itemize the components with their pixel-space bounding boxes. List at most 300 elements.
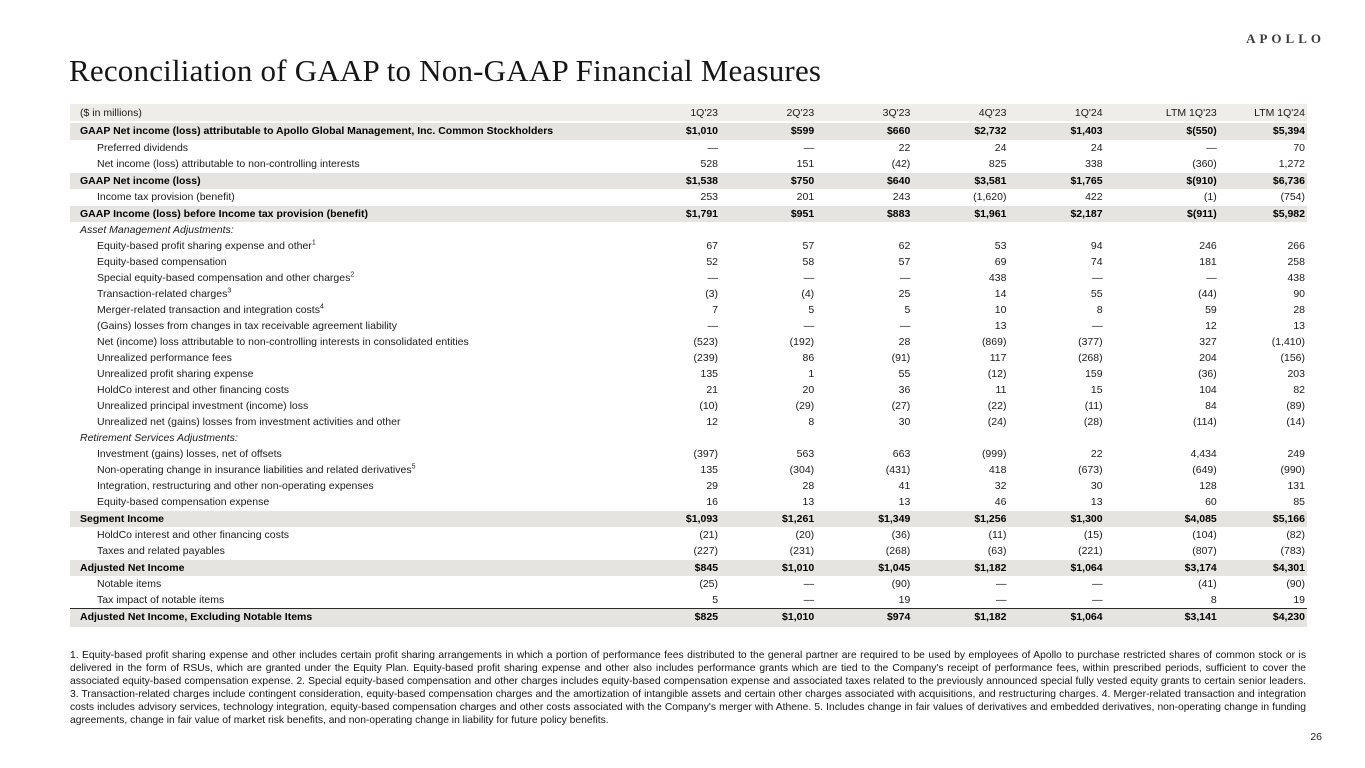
value-cell — [1219, 223, 1307, 239]
value-cell: $1,010 — [624, 122, 720, 141]
value-cell: (22) — [987, 400, 1007, 412]
value-cell: 8 — [808, 416, 815, 428]
row-label: Net income (loss) attributable to non-controlling interests — [97, 157, 360, 170]
row-label: Equity-based compensation expense — [97, 495, 270, 508]
value-cell: $1,961 — [912, 206, 1008, 223]
value-cell — [1105, 223, 1219, 239]
value-cell: 12 — [706, 416, 719, 428]
value-cell: (90) — [1286, 578, 1305, 591]
row-label: Preferred dividends — [97, 142, 189, 155]
page-title: Reconciliation of GAAP to Non-GAAP Financial Measures — [69, 53, 822, 88]
value-cell: (431) — [885, 464, 911, 476]
value-cell: 258 — [1287, 256, 1305, 268]
value-cell: (36) — [891, 529, 911, 542]
table-row — [70, 255, 1307, 271]
value-cell: — — [899, 320, 911, 332]
value-cell — [1219, 431, 1307, 447]
value-cell: $1,093 — [624, 511, 720, 528]
value-cell: 8 — [1210, 593, 1217, 606]
footnote-ref: 4 — [319, 303, 324, 311]
row-label: Tax impact of notable items — [97, 593, 225, 606]
value-cell: 422 — [1085, 191, 1103, 203]
value-cell: $883 — [816, 206, 912, 223]
value-cell: (268) — [1078, 352, 1103, 364]
value-cell: 24 — [994, 142, 1007, 155]
value-cell: $1,791 — [624, 206, 720, 223]
value-cell: $1,403 — [1008, 122, 1104, 141]
value-cell: — — [803, 593, 815, 606]
value-cell: 131 — [1287, 480, 1305, 492]
value-cell: (231) — [789, 544, 815, 557]
row-label: Equity-based profit sharing expense and other$^1$ — [97, 239, 316, 252]
value-cell: (754) — [1280, 191, 1305, 203]
value-cell: (227) — [693, 544, 719, 557]
table-row — [70, 431, 1307, 447]
value-cell: — — [707, 142, 719, 155]
table-row — [70, 609, 1307, 627]
apollo-logo: APOLLO — [1246, 31, 1325, 46]
value-cell: $845 — [624, 560, 720, 577]
value-cell — [1008, 431, 1104, 447]
value-cell: 85 — [1293, 495, 1305, 508]
value-cell: — — [1092, 272, 1103, 284]
value-cell: 338 — [1085, 157, 1103, 170]
value-cell: (304) — [789, 464, 815, 476]
row-label: Income tax provision (benefit) — [97, 191, 235, 203]
value-cell: 438 — [1287, 272, 1305, 284]
value-cell: 46 — [994, 495, 1007, 508]
row-label: Merger-related transaction and integration costs$^4$ — [97, 303, 324, 316]
value-cell: 36 — [898, 384, 911, 396]
value-cell: (36) — [1198, 368, 1217, 380]
value-cell: 29 — [706, 480, 719, 492]
table-row — [70, 511, 1307, 528]
footnote-ref: 5 — [411, 463, 416, 471]
unit-label: ($ in millions) — [70, 104, 624, 122]
table-row — [70, 383, 1307, 399]
value-cell: $4,230 — [1219, 609, 1307, 627]
value-cell: (11) — [988, 529, 1007, 542]
table-row — [70, 206, 1307, 223]
value-cell: $1,538 — [624, 173, 720, 190]
value-cell — [912, 223, 1008, 239]
row-label: Taxes and related payables — [97, 544, 225, 557]
financial-table — [70, 104, 1307, 627]
value-cell: 13 — [1293, 320, 1305, 332]
value-cell: 135 — [700, 464, 719, 476]
value-cell: 13 — [802, 495, 815, 508]
value-cell: 7 — [712, 304, 719, 316]
value-cell: (10) — [699, 400, 719, 412]
column-header: LTM 1Q'24 — [1219, 104, 1307, 122]
value-cell — [720, 431, 816, 447]
value-cell: 266 — [1287, 240, 1305, 252]
value-cell: (1,620) — [973, 191, 1007, 203]
column-header: 2Q'23 — [720, 104, 816, 122]
value-cell: 84 — [1205, 400, 1217, 412]
value-cell: 418 — [988, 464, 1007, 476]
value-cell: 67 — [706, 240, 719, 252]
value-cell: $2,187 — [1008, 206, 1104, 223]
value-cell: $640 — [816, 173, 912, 190]
value-cell: 438 — [988, 272, 1007, 284]
value-cell: 30 — [1090, 480, 1103, 492]
page-number: 26 — [1310, 731, 1322, 743]
value-cell: — — [995, 593, 1007, 606]
value-cell: 82 — [1293, 384, 1305, 396]
row-label: Asset Management Adjustments: — [80, 224, 234, 237]
value-cell: 13 — [1090, 495, 1103, 508]
value-cell: 12 — [1205, 320, 1217, 332]
value-cell: (11) — [1084, 400, 1103, 412]
value-cell: 151 — [796, 157, 815, 170]
value-cell: 4,434 — [1190, 448, 1217, 460]
row-label: Adjusted Net Income, Excluding Notable Items — [70, 609, 624, 627]
value-cell: $3,581 — [912, 173, 1008, 190]
value-cell: 10 — [994, 304, 1007, 316]
value-cell: (268) — [885, 544, 911, 557]
value-cell: 5 — [904, 304, 911, 316]
value-cell: 60 — [1205, 495, 1217, 508]
footnote-ref: 1 — [311, 239, 316, 247]
value-cell: $825 — [624, 609, 720, 627]
value-cell: $(550) — [1105, 122, 1219, 141]
value-cell: 52 — [706, 256, 719, 268]
value-cell: (999) — [981, 448, 1007, 460]
value-cell: — — [803, 578, 815, 591]
value-cell: 159 — [1085, 368, 1103, 380]
value-cell: $5,166 — [1219, 511, 1307, 528]
value-cell: (4) — [801, 288, 815, 300]
row-label: Unrealized performance fees — [97, 352, 232, 364]
value-cell: 25 — [898, 288, 911, 300]
value-cell: 70 — [1293, 142, 1305, 155]
value-cell: (24) — [987, 416, 1007, 428]
table-row — [70, 287, 1307, 303]
value-cell: (91) — [891, 352, 911, 364]
value-cell: (397) — [693, 448, 719, 460]
value-cell: 1,272 — [1278, 157, 1305, 170]
value-cell: (239) — [693, 352, 719, 364]
value-cell: (29) — [795, 400, 815, 412]
value-cell: — — [1092, 578, 1103, 591]
value-cell: $1,010 — [720, 609, 816, 627]
value-cell: (82) — [1286, 529, 1305, 542]
value-cell — [1105, 431, 1219, 447]
table-row — [70, 399, 1307, 415]
value-cell: (673) — [1078, 464, 1103, 476]
table-row — [70, 157, 1307, 173]
value-cell: $(911) — [1105, 206, 1219, 223]
value-cell: — — [803, 320, 815, 332]
value-cell: 1 — [808, 368, 815, 380]
value-cell: 41 — [898, 480, 911, 492]
value-cell: (27) — [891, 400, 911, 412]
value-cell: (12) — [987, 368, 1007, 380]
value-cell: (15) — [1083, 529, 1103, 542]
value-cell: (104) — [1192, 529, 1217, 542]
value-cell: — — [803, 142, 815, 155]
value-cell: 19 — [1293, 593, 1305, 606]
value-cell: (28) — [1083, 416, 1103, 428]
value-cell: 28 — [1293, 304, 1305, 316]
row-label: Segment Income — [70, 511, 624, 528]
table-row — [70, 447, 1307, 463]
value-cell: $1,349 — [816, 511, 912, 528]
value-cell: 57 — [802, 240, 815, 252]
value-cell: $1,300 — [1008, 511, 1104, 528]
value-cell: (523) — [693, 336, 719, 348]
value-cell: 53 — [994, 240, 1007, 252]
row-label: Adjusted Net Income — [70, 560, 624, 577]
value-cell: (649) — [1192, 464, 1217, 476]
value-cell: 825 — [988, 157, 1007, 170]
footnotes: 1. Equity-based profit sharing expense and other includes certain profit sharing arrangements in which a portion of performance fees distributed to the general partner are required to be used by employees of Apollo to purchase restricted shares of common stock or is delivered in the form of RSUs, which are granted under the Equity Plan. Equity-based profit sharing expense and other also includes performance grants which are tied to the Company's receipt of performance fees, within prescribed periods, sufficient to cover the associated equity-based compensation expense. 2. Special equity-based compensation and other charges includes equity-based compensation expense and associated taxes related to the previously announced special fully vested equity grants to certain senior leaders. 3. Transaction-related charges include contingent consideration, equity-based compensation charges and the amortization of intangible assets and certain other charges associated with acquisitions, and restructuring charges. 4. Merger-related transaction and integration costs includes advisory services, technology integration, equity-based compensation charges and other costs associated with the Company's merger with Athene. 5. Includes change in fair values of derivatives and embedded derivatives, non-operating change in funding agreements, change in fair value of market risk benefits, and non-operating change in liability for future policy benefits. — [70, 650, 1306, 726]
value-cell: (807) — [1192, 544, 1217, 557]
table-row — [70, 351, 1307, 367]
value-cell: (1) — [1203, 191, 1217, 203]
value-cell: 181 — [1199, 256, 1217, 268]
row-label: Unrealized profit sharing expense — [97, 368, 254, 380]
value-cell: 253 — [700, 191, 719, 203]
value-cell: 55 — [1090, 288, 1103, 300]
value-cell: (221) — [1078, 544, 1103, 557]
value-cell: $750 — [720, 173, 816, 190]
value-cell: $3,141 — [1105, 609, 1219, 627]
value-cell: 24 — [1090, 142, 1103, 155]
value-cell: 32 — [994, 480, 1007, 492]
value-cell: $1,064 — [1008, 609, 1104, 627]
value-cell: 11 — [995, 384, 1007, 396]
value-cell: $1,182 — [912, 560, 1008, 577]
row-label: GAAP Income (loss) before Income tax provision (benefit) — [70, 206, 624, 223]
value-cell — [816, 223, 912, 239]
value-cell: (783) — [1280, 544, 1305, 557]
value-cell — [624, 223, 720, 239]
value-cell: 243 — [892, 191, 911, 203]
value-cell: 14 — [994, 288, 1007, 300]
value-cell: 135 — [700, 368, 719, 380]
value-cell: (156) — [1280, 352, 1305, 364]
value-cell: — — [1206, 272, 1217, 284]
row-label: GAAP Net income (loss) attributable to Apollo Global Management, Inc. Common Stockholders — [70, 122, 624, 141]
value-cell: (89) — [1286, 400, 1305, 412]
value-cell: — — [1092, 593, 1103, 606]
value-cell: 16 — [706, 495, 719, 508]
value-cell: $660 — [816, 122, 912, 141]
value-cell: — — [995, 578, 1007, 591]
value-cell: (41) — [1198, 578, 1217, 591]
value-cell: 663 — [892, 448, 911, 460]
table-row — [70, 367, 1307, 383]
reconciliation-table — [70, 104, 1307, 627]
value-cell: $6,736 — [1219, 173, 1307, 190]
value-cell: 90 — [1293, 288, 1305, 300]
value-cell: 62 — [898, 240, 911, 252]
value-cell: $4,301 — [1219, 560, 1307, 577]
value-cell: 5 — [808, 304, 815, 316]
row-label: Investment (gains) losses, net of offsets — [97, 448, 282, 460]
row-label: HoldCo interest and other financing costs — [97, 384, 290, 396]
row-label: Unrealized net (gains) losses from investment activities and other — [97, 416, 401, 428]
row-label: GAAP Net income (loss) — [70, 173, 624, 190]
value-cell: 58 — [802, 256, 815, 268]
value-cell: 22 — [898, 142, 911, 155]
value-cell: 55 — [898, 368, 911, 380]
value-cell: (63) — [987, 544, 1007, 557]
value-cell: $4,085 — [1105, 511, 1219, 528]
value-cell — [624, 431, 720, 447]
row-label: Unrealized principal investment (income) loss — [97, 400, 309, 412]
value-cell: 563 — [796, 448, 815, 460]
value-cell: 204 — [1199, 352, 1217, 364]
footnote-ref: 2 — [350, 271, 355, 279]
value-cell: (14) — [1286, 416, 1305, 428]
table-row — [70, 528, 1307, 544]
value-cell: (869) — [981, 336, 1007, 348]
value-cell: 117 — [989, 352, 1007, 364]
value-cell: 21 — [706, 384, 719, 396]
value-cell: 15 — [1090, 384, 1103, 396]
row-label: Integration, restructuring and other non-operating expenses — [97, 480, 374, 492]
value-cell — [816, 431, 912, 447]
table-row — [70, 239, 1307, 255]
value-cell: (114) — [1193, 416, 1217, 428]
table-row — [70, 577, 1307, 593]
value-cell: 59 — [1205, 304, 1217, 316]
value-cell: — — [707, 272, 719, 284]
row-label: (Gains) losses from changes in tax receivable agreement liability — [97, 320, 397, 332]
value-cell: (1,410) — [1271, 336, 1305, 348]
table-row — [70, 463, 1307, 479]
row-label: Net (income) loss attributable to non-controlling interests in consolidated entities — [97, 336, 469, 348]
row-label: Retirement Services Adjustments: — [80, 432, 238, 444]
value-cell: 22 — [1090, 448, 1103, 460]
row-label: HoldCo interest and other financing costs — [97, 529, 290, 542]
value-cell: $951 — [720, 206, 816, 223]
row-label: Non-operating change in insurance liabilities and related derivatives$^5$ — [97, 463, 416, 476]
value-cell: (192) — [789, 336, 815, 348]
value-cell: (25) — [699, 578, 719, 591]
value-cell: $1,182 — [912, 609, 1008, 627]
value-cell: (21) — [699, 529, 719, 542]
value-cell — [912, 431, 1008, 447]
value-cell: 30 — [898, 416, 911, 428]
column-header: 1Q'24 — [1008, 104, 1104, 122]
value-cell: (90) — [891, 578, 911, 591]
value-cell: 201 — [796, 191, 815, 203]
value-cell: (990) — [1280, 464, 1305, 476]
value-cell: $974 — [816, 609, 912, 627]
value-cell: 246 — [1199, 240, 1217, 252]
value-cell — [720, 223, 816, 239]
value-cell: 94 — [1090, 240, 1103, 252]
value-cell: 57 — [898, 256, 911, 268]
table-row — [70, 415, 1307, 431]
value-cell: 249 — [1287, 448, 1305, 460]
value-cell: $599 — [720, 122, 816, 141]
value-cell: 19 — [898, 593, 911, 606]
value-cell: 13 — [994, 320, 1007, 332]
footnote-ref: 3 — [227, 287, 232, 295]
value-cell: (44) — [1198, 288, 1217, 300]
value-cell: 28 — [802, 480, 815, 492]
value-cell: (42) — [891, 157, 911, 170]
value-cell: $1,010 — [720, 560, 816, 577]
value-cell: 5 — [712, 593, 719, 606]
table-header-row — [70, 104, 1307, 122]
table-body — [70, 122, 1307, 627]
table-row — [70, 141, 1307, 157]
table-row — [70, 223, 1307, 239]
value-cell: $1,765 — [1008, 173, 1104, 190]
value-cell: (20) — [795, 529, 815, 542]
table-row — [70, 335, 1307, 351]
value-cell: $5,982 — [1219, 206, 1307, 223]
value-cell: (377) — [1078, 336, 1103, 348]
column-header: 1Q'23 — [624, 104, 720, 122]
value-cell: — — [803, 272, 815, 284]
value-cell — [1008, 223, 1104, 239]
row-label: Transaction-related charges$^3$ — [97, 287, 232, 300]
column-header: LTM 1Q'23 — [1105, 104, 1219, 122]
value-cell: (3) — [705, 288, 719, 300]
value-cell: 13 — [898, 495, 911, 508]
value-cell: 327 — [1199, 336, 1217, 348]
table-row — [70, 544, 1307, 560]
value-cell: 86 — [802, 352, 815, 364]
table-row — [70, 122, 1307, 141]
value-cell: (360) — [1192, 157, 1217, 170]
row-label: Special equity-based compensation and other charges$^2$ — [97, 271, 355, 284]
value-cell: $1,256 — [912, 511, 1008, 528]
column-header: 3Q'23 — [816, 104, 912, 122]
value-cell: — — [899, 272, 911, 284]
value-cell: 69 — [994, 256, 1007, 268]
table-row — [70, 479, 1307, 495]
value-cell: — — [1092, 320, 1103, 332]
value-cell: $1,045 — [816, 560, 912, 577]
table-row — [70, 303, 1307, 319]
table-row — [70, 495, 1307, 511]
value-cell: 8 — [1096, 304, 1103, 316]
value-cell: 104 — [1199, 384, 1217, 396]
table-row — [70, 271, 1307, 287]
value-cell: $5,394 — [1219, 122, 1307, 141]
column-header: 4Q'23 — [912, 104, 1008, 122]
value-cell: 74 — [1090, 256, 1103, 268]
value-cell: $(910) — [1105, 173, 1219, 190]
value-cell: $1,261 — [720, 511, 816, 528]
value-cell: $1,064 — [1008, 560, 1104, 577]
value-cell: $2,732 — [912, 122, 1008, 141]
value-cell: $3,174 — [1105, 560, 1219, 577]
table-row — [70, 593, 1307, 609]
value-cell: 20 — [802, 384, 815, 396]
value-cell: 528 — [700, 157, 719, 170]
value-cell: 203 — [1287, 368, 1305, 380]
row-label: Notable items — [97, 578, 162, 591]
value-cell: 28 — [898, 336, 911, 348]
table-row — [70, 319, 1307, 335]
value-cell: — — [1206, 142, 1217, 155]
value-cell: — — [707, 320, 719, 332]
value-cell: 128 — [1199, 480, 1217, 492]
table-row — [70, 173, 1307, 190]
row-label: Equity-based compensation — [97, 256, 227, 268]
table-row — [70, 190, 1307, 206]
table-row — [70, 560, 1307, 577]
